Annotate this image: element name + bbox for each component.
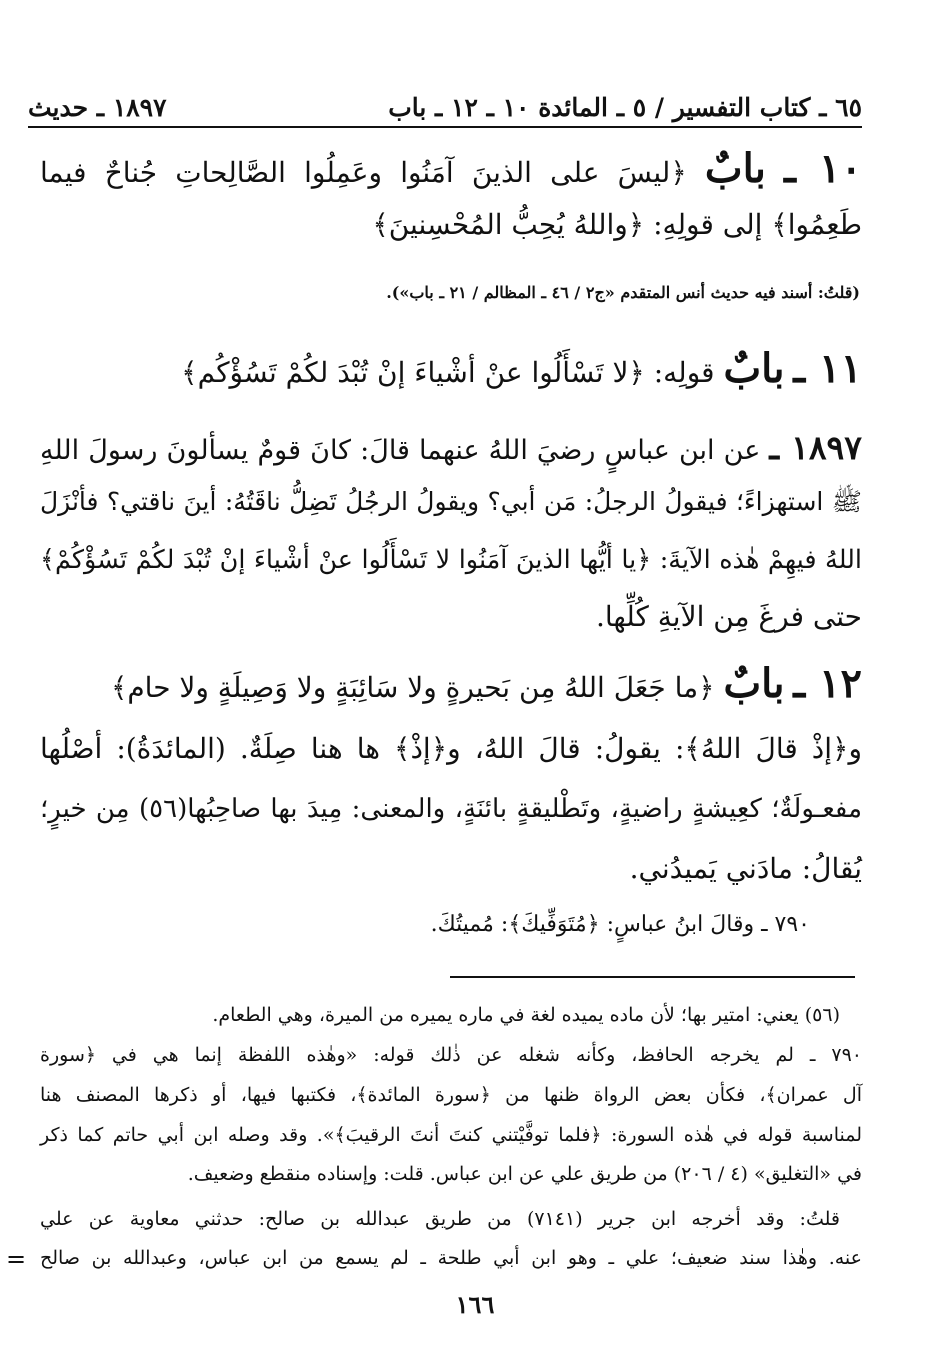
chapter-10-verse-start: ﴿ليسَ على الذينَ آمَنُوا وعَمِلُوا الصَّالِحاتِ جُناحٌ فيما bbox=[40, 156, 687, 189]
chapter-10-note: (قلتُ: أسند فيه حديث أنس المتقدم «ج٢ / ٤٦ ـ المظالم / ٢١ ـ باب»). bbox=[386, 283, 860, 302]
athar-790: ٧٩٠ ـ وقالَ ابنُ عباسٍ: ﴿مُتَوَفِّيكَ﴾: مُميتُكَ. bbox=[430, 912, 810, 937]
hadith-line-2: ﷺ استهزاءً؛ فيقولُ الرجلُ: مَن أبي؟ ويقولُ الرجُلُ تَضِلُّ ناقَتُهُ: أينَ ناقتي؟ فأنْزَلَ bbox=[40, 487, 862, 516]
page-number: ١٦٦ bbox=[455, 1290, 495, 1319]
hadith-number: ١٨٩٧ ـ bbox=[769, 428, 862, 467]
continuation-mark: = bbox=[6, 1245, 27, 1273]
chapter-12-line-3: يُقالُ: مادَني يَميدُني. bbox=[629, 852, 862, 885]
chapter-11-verse: قولِه: ﴿لا تَسْأَلُوا عنْ أشْياءَ إنْ تُبْدَ لكُمْ تَسُؤْكُم﴾ bbox=[181, 356, 715, 389]
chapter-12-line-2: مفعـولَةٌ؛ كعِيشةٍ راضيةٍ، وتَطْليقةٍ بائنَةٍ، والمعنى: مِيدَ بها صاحِبُها(٥٦) مِن خيرٍ؛ bbox=[40, 794, 863, 824]
chapter-10-number: ١٠ ـ bbox=[784, 145, 862, 192]
chapter-12-title-line bbox=[40, 660, 862, 707]
footnote-790-line-2: آل عمران﴾، فكأن بعض الرواة ظنها من ﴿سورة المائدة﴾، فكتبها فيها، أو ذكرها المصنف هنا bbox=[40, 1084, 862, 1106]
chapter-10-title-line bbox=[40, 145, 862, 192]
chapter-12-number: ١٢ ـ bbox=[793, 660, 862, 707]
chapter-12-verse: ﴿ما جَعَلَ اللهُ مِن بَحيرةٍ ولا سَائِبَةٍ ولا وَصِيلَةٍ ولا حام﴾ bbox=[110, 671, 715, 704]
footnote-790-line-4: في «التغليق» (٤ / ٢٠٦) من طريق علي عن ابن عباس. قلت: وإسناده منقطع وضعيف. bbox=[187, 1163, 862, 1185]
hadith-line-1 bbox=[40, 428, 862, 467]
footnote-790-line-6: عنه. وهٰذا سند ضعيف؛ علي ـ وهو ابن أبي طلحة ـ لم يسمع من ابن عباس، وعبدالله بن صالح bbox=[40, 1247, 862, 1269]
chapter-11-bab-word: بابٌ bbox=[723, 345, 785, 392]
chapter-10-verse-end: طَعِمُوا﴾ إلى قولِهِ: ﴿واللهُ يُحِبُّ المُحْسِنينَ﴾ bbox=[372, 208, 862, 241]
chapter-12-line-1: و﴿إذْ قالَ اللهُ﴾: يقولُ: قالَ اللهُ، و﴿إذْ﴾ ها هنا صِلَةٌ. (المائدَةُ): أصْلُها bbox=[40, 732, 862, 765]
footnote-56: (٥٦) يعني: امتير بها؛ لأن ماده يميده لغة في ماره يميره من الميرة، وهي الطعام. bbox=[212, 1004, 840, 1026]
chapter-10-bab-word: بابٌ bbox=[704, 145, 766, 192]
hadith-text-1: عن ابن عباسٍ رضيَ اللهُ عنهما قالَ: كانَ قومٌ يسألونَ رسولَ اللهِ bbox=[40, 435, 761, 466]
chapter-11-number: ١١ ـ bbox=[793, 345, 862, 392]
header-chapter-info: ٦٥ ـ كتاب التفسير / ٥ ـ المائدة ١٠ ـ ١٢ ـ باب bbox=[388, 93, 862, 122]
hadith-line-3: اللهُ فيهِمْ هٰذه الآيةَ: ﴿يا أيُّها الذينَ آمَنُوا لا تَسْأَلُوا عنْ أشْياءَ إنْ تُبْدَ لكُمْ تَسُؤْكُمْ﴾ bbox=[40, 545, 862, 575]
chapter-12-bab-word: بابٌ bbox=[723, 660, 785, 707]
header-hadith-number: ١٨٩٧ ـ حديث bbox=[28, 93, 167, 122]
chapter-11-title-line bbox=[40, 345, 862, 392]
hadith-line-4: حتى فرغَ مِن الآيةِ كُلِّها. bbox=[595, 600, 862, 633]
footnote-separator bbox=[450, 976, 855, 978]
footnote-790-line-3: لمناسبة قوله في هٰذه السورة: ﴿فلما توفَّيْتني كنتَ أنتَ الرقيبَ﴾». وقد وصله ابن أبي حاتم كما ذكر bbox=[40, 1124, 862, 1146]
footnote-790-line-1: ٧٩٠ ـ لم يخرجه الحافظ، وكأنه شغله عن ذٰلك قوله: «وهٰذه اللفظة إنما هي في ﴿سورة bbox=[40, 1044, 862, 1066]
running-header bbox=[28, 82, 862, 128]
footnote-790-line-5: قلتُ: وقد أخرجه ابن جرير (٧١٤١) من طريق عبدالله بن صالح: حدثني معاوية عن علي bbox=[40, 1208, 840, 1230]
